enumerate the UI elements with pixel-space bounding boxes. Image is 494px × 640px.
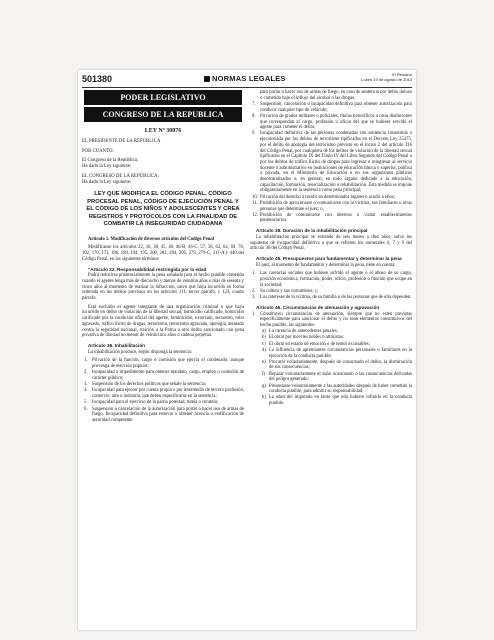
- congress-banner: CONGRESO DE LA REPUBLICA: [84, 107, 242, 122]
- list-item: 1. Las carencias sociales que hubiese sufrido el agente o el abuso de su cargo, posición económica, formación, poder, oficio, profesión o función que ocupe en la sociedad;: [252, 271, 412, 288]
- list-item: 1. Privación de la función, cargo o comisión que ejercía el condenado, aunque provenga de elección popular;: [84, 358, 244, 370]
- article-38-heading: Artículo 38. Duración de la inhabilitación principal: [256, 228, 368, 234]
- preamble-por-cuanto: POR CUANTO:: [82, 148, 114, 154]
- section-banner: PODER LEGISLATIVO: [84, 90, 242, 105]
- article-36-intro: La inhabilitación produce, según disponga la sentencia:: [88, 349, 193, 355]
- article-36-heading: Artículo 36. Inhabilitación: [88, 342, 146, 348]
- article-22-heading: "Artículo 22. Responsabilidad restringida por la edad: [88, 266, 207, 272]
- sub-item: d) La influencia de apremiantes circunstancias personales o familiares en la ejecución de la conducta punible;: [262, 347, 412, 359]
- sub-item: e) Procurar voluntariamente, después de consumado el delito, la disminución de sus consecuencias;: [262, 359, 412, 371]
- list-item: 4. Incapacidad para ejercer por cuenta propia o por intermedio de tercero profesión, comercio, arte o industria, que deben especificarse en la sentencia;: [84, 388, 245, 400]
- article-45-heading: Artículo 45. Presupuestos para fundamentar y determinar la pena: [256, 255, 402, 261]
- article-38-body: La inhabilitación principal se extiende de seis meses a diez años, salvo los supuestos de incapacidad definitiva a que se refieren los numerales 6, 7 y 9 del artículo 36 del Código Penal.: [250, 234, 412, 252]
- page-number: 501380: [82, 74, 113, 84]
- list-item: 3. Suspensión de los derechos políticos que señale la sentencia;: [84, 382, 207, 388]
- list-item: 7. Suspensión, cancelación o incapacidad definitiva para obtener autorización para conducir cualquier tipo de vehículo;: [252, 101, 412, 113]
- list-item: 9. Incapacidad definitiva de las personas condenadas con sentencia consentida o ejecutoriada por los delitos de terrorismo tipificados en el Decreto Ley 25475, por el delito de apología del terrorismo previsto en el inciso 2 del artículo 316 del Código Penal, por cualquiera de los delitos de violación de la libertad sexual tipificados en el Capítulo IX del Título IV del Libro Segundo del Código Penal o por los delitos de tráfico ilícito de drogas para ingresar o reingresar al servicio docente o administrativo en instituciones de educación básica o superior, pública o privada, en el Ministerio de Educación o en sus organismos públicos descentralizados o, en general, en todo órgano dedicado a la educación, capacitación, formación, resocialización o rehabilitación. Esta medida se impone obligatoriamente en la sentencia como pena principal;: [252, 131, 412, 194]
- right-column: [250, 90, 412, 407]
- list-item: 10. Privación del derecho a residir en determinados lugares o acudir a ellos;: [252, 194, 395, 200]
- law-number: LEY Nº 30076: [144, 128, 182, 134]
- sub-item: f) Reparar voluntariamente el daño ocasionado o las consecuencias derivadas del peligro generado;: [262, 371, 412, 383]
- article-46-heading: Artículo 46. Circunstancias de atenuación y agravación: [256, 304, 380, 310]
- list-item: 5. Incapacidad para el ejercicio de la patria potestad, tutela o curatela;: [84, 400, 219, 406]
- publication-date: Lunes 19 de agosto de 2013: [361, 76, 412, 82]
- list-item: 12. Prohibición de comunicarse con internos o visitar establecimientos penitenciarios.: [252, 212, 412, 224]
- sub-item: g) Presentarse voluntariamente a las autoridades después de haber cometido la conducta punible, para admitir su responsabilidad;: [262, 383, 412, 395]
- preamble-congress-2: EL CONGRESO DE LA REPÚBLICA; Ha dado la Ley siguiente:: [82, 173, 159, 185]
- list-item: 2. Su cultura y sus costumbres; y,: [252, 289, 319, 294]
- list-item: 3. Los intereses de la víctima, de su familia o de las personas que de ella dependen.: [252, 295, 412, 301]
- page-header: [82, 73, 412, 88]
- header-right: [361, 73, 412, 83]
- publication-name: NORMAS LEGALES: [212, 74, 286, 83]
- publication-logo: [204, 74, 286, 83]
- list-item-continuation: para portar o hacer uso de armas de fuego, en caso de sentencia por delito doloso o cometido bajo el influjo del alcohol o las drogas.: [260, 90, 412, 101]
- preamble-congress-1: El Congreso de la República; Ha dado la Ley siguiente:: [82, 158, 139, 170]
- article-22-paragraph-2: Está excluido el agente integrante de una organización criminal o que haya incurrido en delito de violación de la libertad sexual, homicidio calificado, homicidio calificado por la condición oficial del agente, feminicidio, extorsión, secuestro, robo agravado, tráfico ilícito de drogas, terrorismo, terrorismo agravado, apología, atentado contra la seguridad nacional, traición a la Patria u otro delito sancionado con pena privativa de libertad no menor de veinticinco años o cadena perpetua.: [82, 304, 244, 339]
- list-item: 11. Prohibición de aproximarse o comunicarse con la víctima, sus familiares u otras personas que determine el juez; o,: [252, 200, 412, 212]
- law-title: LEY QUE MODIFICA EL CÓDIGO PENAL, CÓDIGO PROCESAL PENAL, CÓDIGO DE EJECUCIÓN PENAL Y EL CÓDIGO DE LOS NIÑOS Y ADOLESCENTES Y CREA REGISTROS Y PROTOCOLOS CON LA FINALIDAD DE COMBATIR LA INSEGURIDAD CIUDADANA: [86, 191, 240, 228]
- newspaper-page: [78, 70, 416, 630]
- list-item: 8. Privación de grados militares o policiales, títulos honoríficos u otras distinciones que correspondan al cargo, profesión u oficio del que se hubiese servido el agente para cometer el delito;: [252, 113, 412, 131]
- article-45-intro: El juez, al momento de fundamentar y determinar la pena, tiene en cuenta:: [256, 262, 396, 268]
- sub-item: b) El obrar por móviles nobles o altruistas;: [262, 335, 344, 341]
- article-1-heading: Artículo 1. Modificación de diversos artículos del Código Penal: [88, 236, 214, 242]
- sub-item: c) El obrar en estado de emoción o de temor excusables;: [262, 341, 370, 347]
- article-1-body: Modifícanse los artículos 22, 36, 38, 45, 46, 46-B, 46-C, 57, 58, 62, 64, 69, 70, 102, 170, 173, 186, 189, 194, 195, 200, 202, 204, 205, 279, 279-C, 317-A y 440 del Código Penal, en los siguientes términos:: [82, 245, 244, 262]
- logo-mark-icon: [204, 76, 210, 82]
- list-item: 6. Suspensión o cancelación de la autorización para portar o hacer uso de armas de fuego. Incapacidad definitiva para renovar u obtener licencia o certificación de autoridad competente: [84, 406, 244, 423]
- preamble-president: EL PRESIDENTE DE LA REPÚBLICA: [82, 139, 161, 144]
- sub-item: a) La carencia de antecedentes penales;: [262, 329, 338, 335]
- list-item: 2. Incapacidad o impedimento para obtener mandato, cargo, empleo o comisión de carácter público;: [84, 370, 244, 381]
- sub-item: h) La edad del imputado en tanto que ella hubiere influido en la conducta punible.: [262, 395, 412, 407]
- newspaper-name: El Peruano: [392, 72, 412, 77]
- article-22-paragraph-1: Podrá reducirse prudencialmente la pena señalada para el hecho punible cometido cuando el agente tenga más de dieciocho y menos de veintiún años o más de sesenta y cinco años al momento de realizar la infracción, salvo que haya incurrido en forma reiterada en los delitos previstos en los artículos 111, tercer párrafo, y 124, cuarto párrafo.: [82, 273, 244, 302]
- left-column: [82, 90, 244, 424]
- list-item: 1. Constituyen circunstancias de atenuación, siempre que no estén previstas específicamente para sancionar el delito y no sean elementos constitutivos del hecho punible, las siguientes:: [252, 311, 412, 329]
